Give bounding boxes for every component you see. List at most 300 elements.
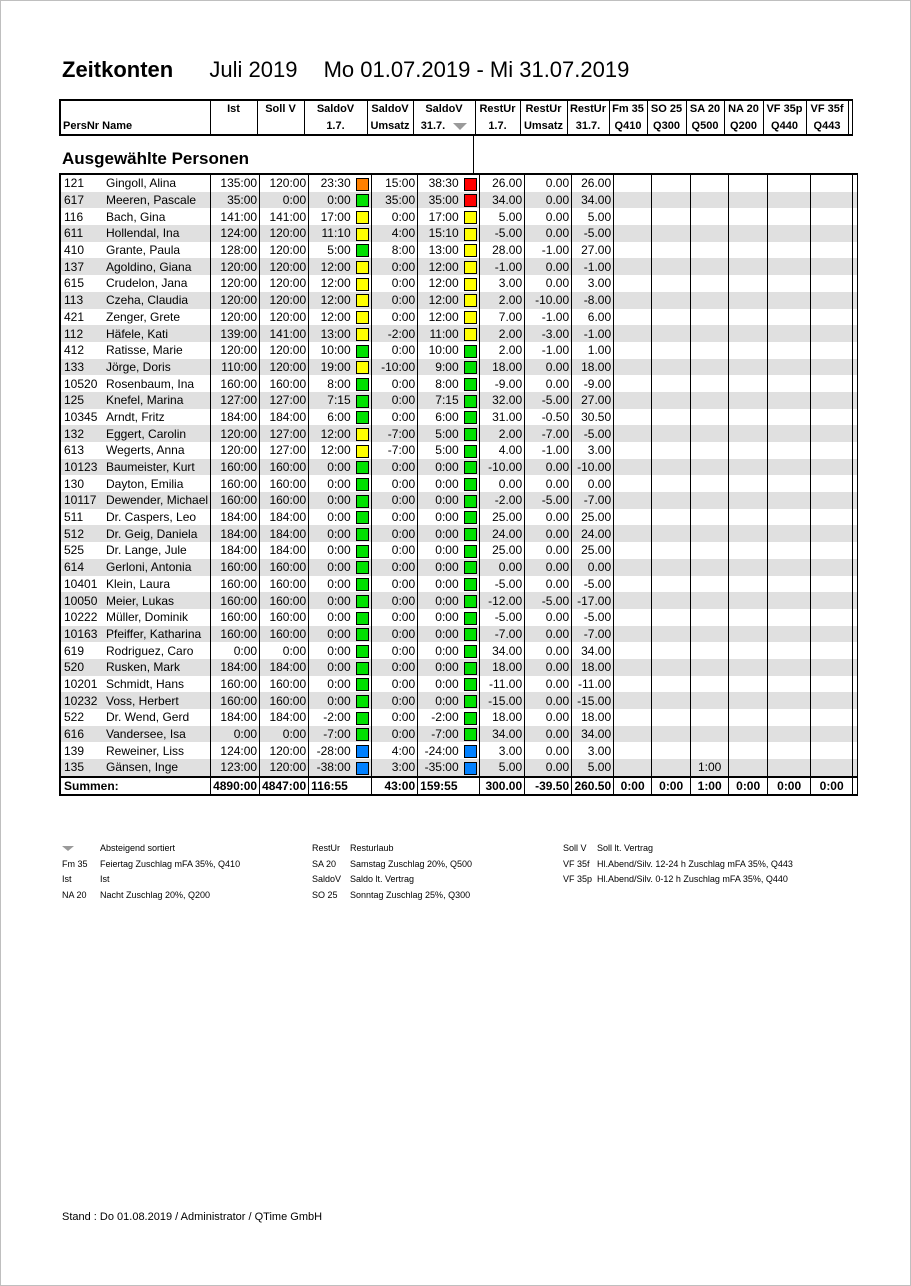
soll-cell: 160:00 (260, 626, 309, 643)
persnr-cell: 10345 (60, 409, 104, 426)
ist-cell: 160:00 (211, 626, 260, 643)
resturlaub-start-cell: 34.00 (480, 642, 525, 659)
column-header-line1: Ist (227, 103, 240, 115)
table-row[interactable] (60, 309, 858, 326)
legend-abbr: SaldoV (312, 874, 342, 884)
name-cell: Knefel, Marina (104, 392, 211, 409)
saldo-start-green-status-icon (356, 495, 369, 508)
vf35p-cell (768, 425, 811, 442)
column-header[interactable] (609, 100, 647, 135)
table-row[interactable] (60, 676, 858, 693)
saldo-end-cell (462, 359, 480, 376)
sa20-cell (691, 392, 729, 409)
table-row[interactable] (60, 325, 858, 342)
sa20-cell (691, 676, 729, 693)
legend-entry (563, 841, 793, 857)
resturlaub-start-cell: 2.00 (480, 325, 525, 342)
name-cell: Czeha, Claudia (104, 292, 211, 309)
column-header-line2: Q300 (653, 120, 680, 132)
table-row[interactable] (60, 225, 858, 242)
soll-cell: 141:00 (260, 208, 309, 225)
saldo-umsatz-cell: 0:00 (372, 275, 418, 292)
fm35-cell (614, 676, 652, 693)
table-row[interactable] (60, 576, 858, 593)
resturlaub-end-cell: 25.00 (572, 509, 614, 526)
row-end-cell (853, 409, 858, 426)
resturlaub-start-cell: -1.00 (480, 258, 525, 275)
na20-cell (729, 592, 768, 609)
saldo-end-cell (462, 642, 480, 659)
table-row[interactable] (60, 726, 858, 743)
so25-cell (652, 509, 691, 526)
resturlaub-start-cell: 3.00 (480, 742, 525, 759)
sa20-cell (691, 342, 729, 359)
vf35f-cell (811, 392, 853, 409)
resturlaub-start-cell: -12.00 (480, 592, 525, 609)
saldo-start-orange-status-icon (356, 178, 369, 191)
saldo-end-cell (462, 225, 480, 242)
row-end-cell (853, 258, 858, 275)
saldo-end-cell (462, 425, 480, 442)
vf35p-cell (768, 459, 811, 476)
na20-cell (729, 742, 768, 759)
vf35f-cell (811, 425, 853, 442)
saldo-umsatz-cell: 0:00 (372, 459, 418, 476)
column-header[interactable] (520, 100, 567, 135)
sa20-cell (691, 409, 729, 426)
table-row[interactable] (60, 742, 858, 759)
vf35p-cell (768, 726, 811, 743)
ist-cell: 160:00 (211, 375, 260, 392)
persnr-cell: 135 (60, 759, 104, 777)
saldo-start-cell: -2:00 (309, 709, 354, 726)
saldo-start-cell: 0:00 (309, 659, 354, 676)
resturlaub-end-cell: -7.00 (572, 626, 614, 643)
vf35p-cell (768, 242, 811, 259)
row-end-cell (853, 759, 858, 777)
vf35f-cell (811, 659, 853, 676)
legend-abbr: Soll V (563, 843, 587, 853)
name-cell: Schmidt, Hans (104, 676, 211, 693)
resturlaub-end-cell: -5.00 (572, 425, 614, 442)
saldo-umsatz-cell: 0:00 (372, 525, 418, 542)
saldo-start-blue-status-icon (356, 762, 369, 775)
persnr-cell: 10520 (60, 375, 104, 392)
sa20-cell (691, 459, 729, 476)
na20-cell (729, 576, 768, 593)
soll-cell: 141:00 (260, 325, 309, 342)
name-cell: Reweiner, Liss (104, 742, 211, 759)
vf35f-cell (811, 292, 853, 309)
soll-cell: 160:00 (260, 692, 309, 709)
saldo-end-cell (462, 342, 480, 359)
vf35f-cell (811, 442, 853, 459)
name-cell: Wegerts, Anna (104, 442, 211, 459)
vf35p-cell (768, 509, 811, 526)
saldo-end-cell: 6:00 (418, 409, 462, 426)
column-header[interactable] (686, 100, 724, 135)
column-header-line1: SO 25 (650, 103, 683, 115)
table-row[interactable] (60, 475, 858, 492)
resturlaub-end-cell: 18.00 (572, 659, 614, 676)
name-cell: Jörge, Doris (104, 359, 211, 376)
column-header-line2: 31.7. (420, 120, 446, 132)
column-header[interactable] (724, 100, 763, 135)
vf35p-cell (768, 275, 811, 292)
vf35f-cell (811, 342, 853, 359)
ist-cell: 160:00 (211, 492, 260, 509)
saldo-start-cell (354, 409, 372, 426)
table-row[interactable] (60, 659, 858, 676)
resturlaub-start-cell: 0.00 (480, 475, 525, 492)
saldo-end-green-status-icon (464, 461, 477, 474)
column-header[interactable] (367, 100, 413, 135)
row-end-cell (853, 375, 858, 392)
vf35p-cell (768, 709, 811, 726)
fm35-cell (614, 492, 652, 509)
row-end-cell (853, 242, 858, 259)
column-header[interactable] (413, 100, 475, 135)
column-header[interactable] (475, 100, 520, 135)
saldo-start-cell: 6:00 (309, 409, 354, 426)
vf35f-cell (811, 309, 853, 326)
column-header[interactable] (210, 100, 257, 135)
so25-cell (652, 542, 691, 559)
na20-cell (729, 525, 768, 542)
saldo-end-green-status-icon (464, 545, 477, 558)
table-row[interactable] (60, 208, 858, 225)
resturlaub-end-cell: -17.00 (572, 592, 614, 609)
table-row[interactable] (60, 392, 858, 409)
resturlaub-umsatz-cell: 0.00 (525, 375, 572, 392)
fm35-cell (614, 642, 652, 659)
saldo-start-green-status-icon (356, 478, 369, 491)
name-cell: Gingoll, Alina (104, 174, 211, 192)
saldo-umsatz-cell: 35:00 (372, 192, 418, 209)
table-row[interactable] (60, 409, 858, 426)
sa20-cell (691, 709, 729, 726)
name-cell: Eggert, Carolin (104, 425, 211, 442)
column-header[interactable] (647, 100, 686, 135)
resturlaub-start-cell: 26.00 (480, 174, 525, 192)
saldo-start-green-status-icon (356, 628, 369, 641)
persnr-cell: 10050 (60, 592, 104, 609)
column-header[interactable] (257, 100, 304, 135)
so25-cell (652, 442, 691, 459)
table-row[interactable] (60, 509, 858, 526)
ist-cell: 0:00 (211, 642, 260, 659)
na20-cell (729, 609, 768, 626)
saldo-end-green-status-icon (464, 361, 477, 374)
saldo-start-cell (354, 425, 372, 442)
ist-cell: 123:00 (211, 759, 260, 777)
persnr-cell: 116 (60, 208, 104, 225)
so25-cell (652, 309, 691, 326)
so25-cell (652, 759, 691, 777)
legend-text: Feiertag Zuschlag mFA 35%, Q410 (100, 858, 241, 869)
saldo-end-cell: 0:00 (418, 692, 462, 709)
table-row[interactable] (60, 342, 858, 359)
persnr-cell: 10232 (60, 692, 104, 709)
legend-col-1 (62, 841, 240, 903)
saldo-end-yellow-status-icon (464, 311, 477, 324)
na20-cell (729, 342, 768, 359)
column-header[interactable] (763, 100, 806, 135)
na20-cell (729, 492, 768, 509)
saldo-end-green-status-icon (464, 578, 477, 591)
vf35p-cell (768, 409, 811, 426)
saldo-start-cell: 0:00 (309, 559, 354, 576)
vf35f-cell (811, 174, 853, 192)
so25-cell (652, 192, 691, 209)
resturlaub-umsatz-cell: -1.00 (525, 442, 572, 459)
row-end-cell (853, 292, 858, 309)
total-resturlaub-umsatz: -39.50 (525, 777, 572, 795)
so25-cell (652, 475, 691, 492)
ist-cell: 120:00 (211, 309, 260, 326)
column-header-line2: Q443 (813, 120, 841, 132)
ist-cell: 110:00 (211, 359, 260, 376)
name-cell: Dr. Geig, Daniela (104, 525, 211, 542)
table-row[interactable] (60, 275, 858, 292)
so25-cell (652, 525, 691, 542)
na20-cell (729, 359, 768, 376)
so25-cell (652, 292, 691, 309)
table-row[interactable] (60, 525, 858, 542)
saldo-start-cell: 12:00 (309, 292, 354, 309)
saldo-end-cell (462, 492, 480, 509)
vf35f-cell (811, 359, 853, 376)
ist-cell: 128:00 (211, 242, 260, 259)
legend-text: Nacht Zuschlag 20%, Q200 (100, 889, 211, 900)
saldo-end-cell (462, 275, 480, 292)
resturlaub-start-cell: 32.00 (480, 392, 525, 409)
saldo-umsatz-cell: 3:00 (372, 759, 418, 777)
vf35f-cell (811, 375, 853, 392)
table-row[interactable] (60, 174, 858, 192)
resturlaub-end-cell: -10.00 (572, 459, 614, 476)
column-header-line2: Q440 (771, 120, 798, 132)
resturlaub-start-cell: 24.00 (480, 525, 525, 542)
sa20-cell (691, 692, 729, 709)
sa20-cell (691, 192, 729, 209)
row-end-cell (853, 592, 858, 609)
table-row[interactable] (60, 292, 858, 309)
soll-cell: 184:00 (260, 409, 309, 426)
saldo-end-cell: 9:00 (418, 359, 462, 376)
table-row[interactable] (60, 375, 858, 392)
saldo-end-cell: 0:00 (418, 492, 462, 509)
resturlaub-end-cell: -7.00 (572, 492, 614, 509)
saldo-start-green-status-icon (356, 662, 369, 675)
saldo-end-green-status-icon (464, 695, 477, 708)
so25-cell (652, 258, 691, 275)
legend-col-2 (312, 841, 472, 903)
report-title-bar (62, 57, 629, 83)
saldo-end-green-status-icon (464, 495, 477, 508)
report-title: Zeitkonten (62, 57, 174, 82)
name-cell: Ratisse, Marie (104, 342, 211, 359)
saldo-start-cell: 0:00 (309, 676, 354, 693)
sort-descending-icon[interactable] (453, 123, 467, 130)
saldo-end-cell (462, 174, 480, 192)
total-saldo-umsatz: 43:00 (372, 777, 418, 795)
resturlaub-end-cell: 3.00 (572, 442, 614, 459)
vf35p-cell (768, 475, 811, 492)
vf35f-cell (811, 642, 853, 659)
na20-cell (729, 375, 768, 392)
saldo-end-cell: 12:00 (418, 258, 462, 275)
na20-cell (729, 325, 768, 342)
total-fm35: 0:00 (614, 777, 652, 795)
saldo-umsatz-cell: 0:00 (372, 208, 418, 225)
saldo-start-cell (354, 642, 372, 659)
fm35-cell (614, 375, 652, 392)
name-cell: Dr. Caspers, Leo (104, 509, 211, 526)
saldo-umsatz-cell: -2:00 (372, 325, 418, 342)
table-row[interactable] (60, 626, 858, 643)
resturlaub-start-cell: 5.00 (480, 208, 525, 225)
table-row[interactable] (60, 258, 858, 275)
column-header[interactable] (567, 100, 609, 135)
persnr-cell: 10401 (60, 576, 104, 593)
persnr-cell: 10201 (60, 676, 104, 693)
report-month: Juli 2019 (209, 57, 298, 82)
persnr-cell: 113 (60, 292, 104, 309)
saldo-end-cell: -7:00 (418, 726, 462, 743)
resturlaub-start-cell: 2.00 (480, 342, 525, 359)
name-cell: Vandersee, Isa (104, 726, 211, 743)
resturlaub-end-cell: 30.50 (572, 409, 614, 426)
legend-text: Absteigend sortiert (100, 843, 176, 853)
name-cell: Häfele, Kati (104, 325, 211, 342)
resturlaub-end-cell: -8.00 (572, 292, 614, 309)
table-row[interactable] (60, 459, 858, 476)
name-cell: Gerloni, Antonia (104, 559, 211, 576)
resturlaub-umsatz-cell: 0.00 (525, 509, 572, 526)
table-row[interactable] (60, 359, 858, 376)
saldo-end-cell (462, 659, 480, 676)
vf35p-cell (768, 592, 811, 609)
so25-cell (652, 609, 691, 626)
saldo-start-cell (354, 759, 372, 777)
na20-cell (729, 208, 768, 225)
resturlaub-end-cell: 0.00 (572, 475, 614, 492)
resturlaub-umsatz-cell: 0.00 (525, 542, 572, 559)
soll-cell: 127:00 (260, 392, 309, 409)
soll-cell: 160:00 (260, 609, 309, 626)
vf35p-cell (768, 642, 811, 659)
table-row[interactable] (60, 692, 858, 709)
column-header[interactable] (806, 100, 848, 135)
na20-cell (729, 626, 768, 643)
column-header[interactable] (304, 100, 367, 135)
vf35p-cell (768, 576, 811, 593)
table-row[interactable] (60, 425, 858, 442)
soll-cell: 0:00 (260, 642, 309, 659)
resturlaub-umsatz-cell: -1.00 (525, 342, 572, 359)
name-cell: Pfeiffer, Katharina (104, 626, 211, 643)
legend-text: Soll lt. Vertrag (597, 843, 654, 853)
na20-cell (729, 409, 768, 426)
saldo-start-cell: 23:30 (309, 174, 354, 192)
saldo-start-cell: 12:00 (309, 442, 354, 459)
saldo-start-cell (354, 559, 372, 576)
resturlaub-end-cell: 25.00 (572, 542, 614, 559)
fm35-cell (614, 692, 652, 709)
saldo-start-green-status-icon (356, 578, 369, 591)
row-end-cell (853, 492, 858, 509)
resturlaub-end-cell: -5.00 (572, 225, 614, 242)
table-row[interactable] (60, 709, 858, 726)
resturlaub-start-cell: 18.00 (480, 359, 525, 376)
total-na20: 0:00 (729, 777, 768, 795)
saldo-start-cell (354, 325, 372, 342)
table-row[interactable] (60, 242, 858, 259)
saldo-umsatz-cell: -10:00 (372, 359, 418, 376)
table-row[interactable] (60, 442, 858, 459)
table-row[interactable] (60, 592, 858, 609)
time-accounts-table (59, 173, 858, 796)
legend-entry (312, 888, 472, 904)
column-header-line2: Umsatz (523, 120, 564, 132)
vf35p-cell (768, 309, 811, 326)
persnr-cell: 614 (60, 559, 104, 576)
total-saldo-start: 116:55 (309, 777, 372, 795)
saldo-end-yellow-status-icon (464, 261, 477, 274)
saldo-end-cell: -2:00 (418, 709, 462, 726)
table-row[interactable] (60, 559, 858, 576)
table-row[interactable] (60, 492, 858, 509)
soll-cell: 160:00 (260, 492, 309, 509)
sa20-cell (691, 359, 729, 376)
saldo-start-cell: -28:00 (309, 742, 354, 759)
saldo-end-cell (462, 592, 480, 609)
saldo-start-cell (354, 492, 372, 509)
vf35p-cell (768, 192, 811, 209)
legend-abbr: SA 20 (312, 858, 337, 869)
saldo-end-green-status-icon (464, 612, 477, 625)
saldo-start-cell: -7:00 (309, 726, 354, 743)
persnr-cell: 10222 (60, 609, 104, 626)
row-end-cell (853, 309, 858, 326)
saldo-end-cell: 15:10 (418, 225, 462, 242)
footer-stand: Stand : Do 01.08.2019 / Administrator / QTime GmbH (62, 1211, 323, 1223)
table-row[interactable] (60, 192, 858, 209)
na20-cell (729, 309, 768, 326)
table-row[interactable] (60, 609, 858, 626)
row-end-cell (853, 509, 858, 526)
saldo-umsatz-cell: 0:00 (372, 492, 418, 509)
table-row[interactable] (60, 642, 858, 659)
name-cell: Dr. Wend, Gerd (104, 709, 211, 726)
column-header-line2: 31.7. (575, 120, 601, 132)
fm35-cell (614, 442, 652, 459)
header-persnr-name[interactable] (60, 100, 210, 135)
table-row[interactable] (60, 759, 858, 777)
table-row[interactable] (60, 542, 858, 559)
saldo-start-green-status-icon (356, 395, 369, 408)
resturlaub-end-cell: 18.00 (572, 359, 614, 376)
so25-cell (652, 242, 691, 259)
persnr-cell: 125 (60, 392, 104, 409)
resturlaub-start-cell: -15.00 (480, 692, 525, 709)
row-end-cell (853, 342, 858, 359)
saldo-umsatz-cell: 0:00 (372, 559, 418, 576)
ist-cell: 160:00 (211, 692, 260, 709)
saldo-end-cell: 17:00 (418, 208, 462, 225)
vf35f-cell (811, 258, 853, 275)
